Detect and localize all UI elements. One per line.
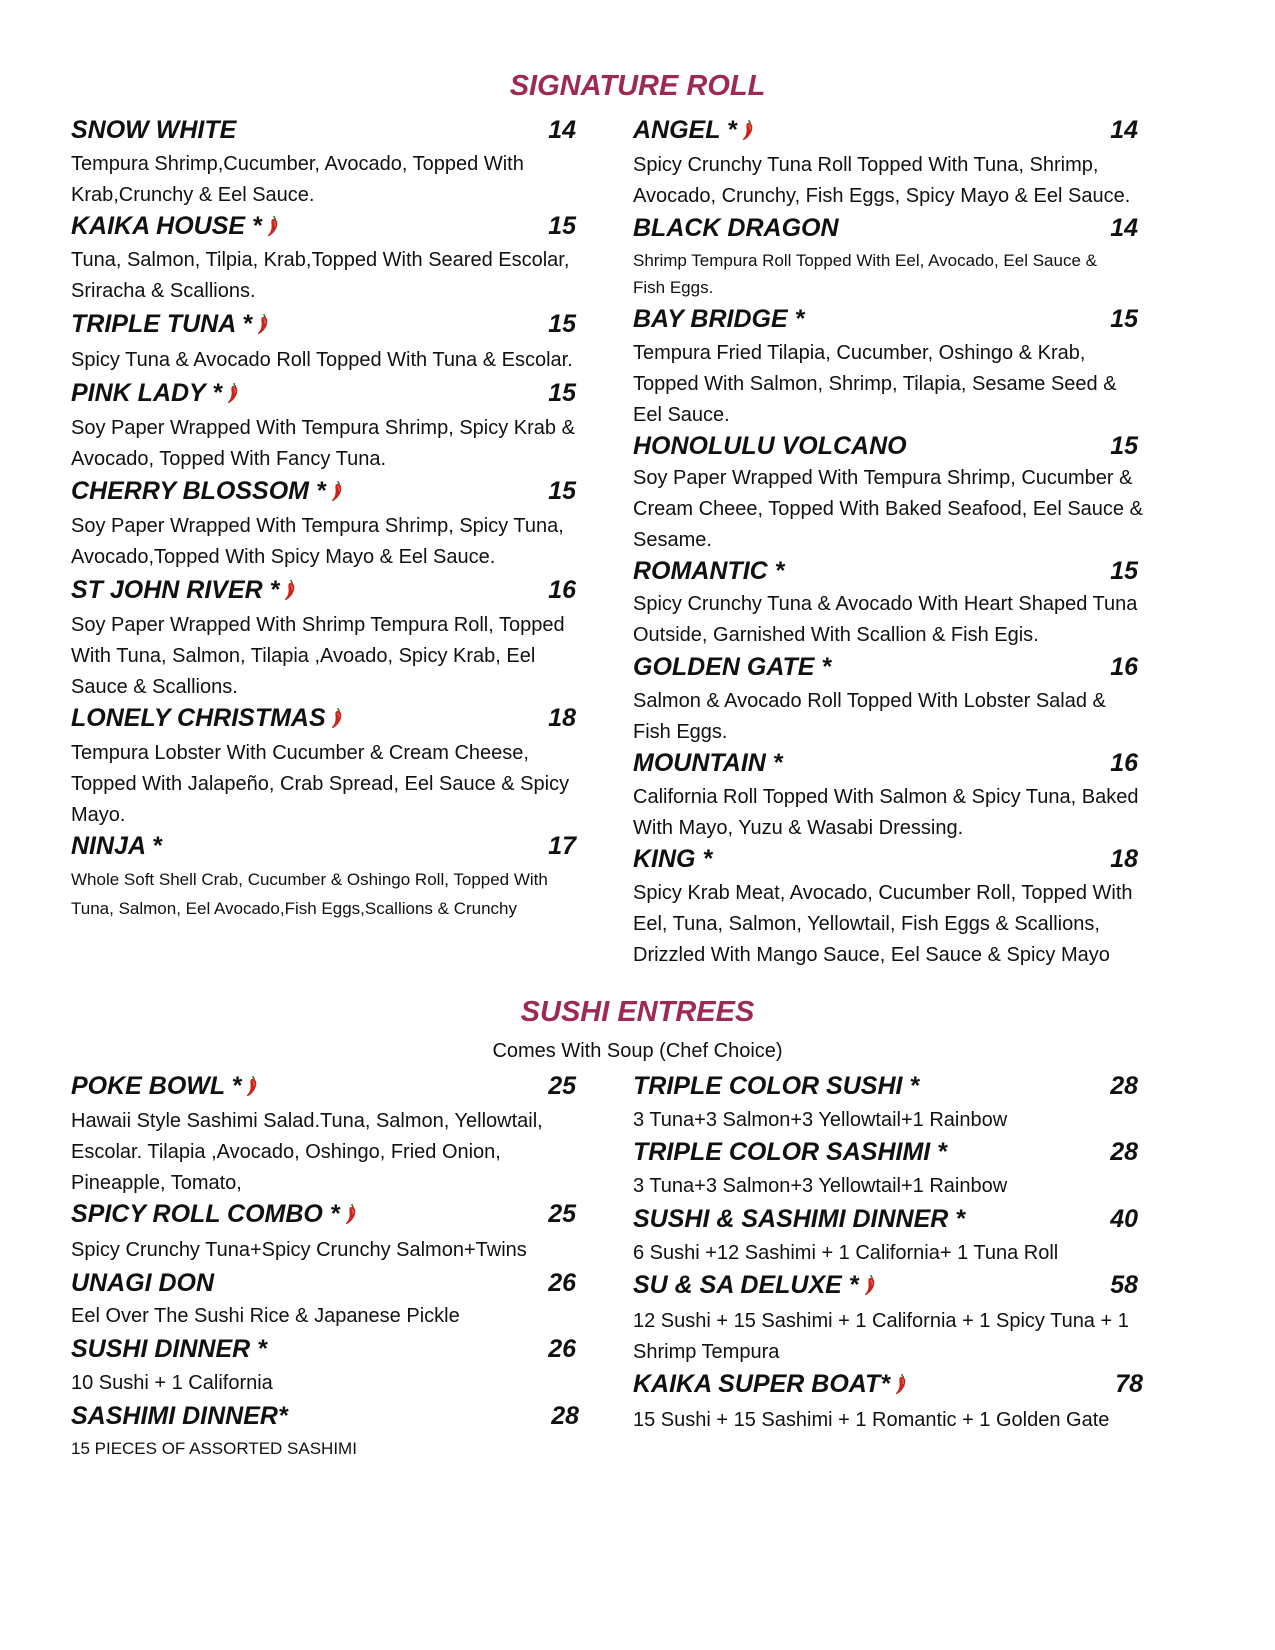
item-description: 3 Tuna+3 Salmon+3 Yellowtail+1 Rainbow <box>633 1109 1008 1131</box>
chili-pepper-icon <box>344 1203 358 1225</box>
item-price: 16 <box>548 576 576 604</box>
item-description: 15 PIECES OF ASSORTED SASHIMI <box>71 1439 357 1458</box>
item-name: KAIKA SUPER BOAT* <box>633 1369 908 1399</box>
item-description: Soy Paper Wrapped With Tempura Shrimp, Spicy Krab & Avocado, Topped With Fancy Tuna. <box>71 417 575 470</box>
item-price: 15 <box>548 477 576 505</box>
item-price: 18 <box>548 704 576 732</box>
item-name: GOLDEN GATE * <box>633 653 832 681</box>
item-name: SASHIMI DINNER* <box>71 1402 288 1430</box>
item-description: 3 Tuna+3 Salmon+3 Yellowtail+1 Rainbow <box>633 1175 1008 1197</box>
item-description: Tuna, Salmon, Tilpia, Krab,Topped With Seared Escolar, Sriracha & Scallions. <box>71 249 570 302</box>
item-name: KING * <box>633 845 713 873</box>
item-description: Hawaii Style Sashimi Salad.Tuna, Salmon, Yellowtail, Escolar. Tilapia ,Avocado, Oshingo, Fried Onion, Pineapple, Tomato, <box>71 1110 543 1194</box>
item-name: POKE BOWL * <box>71 1071 259 1101</box>
item-price: 40 <box>1110 1205 1138 1233</box>
item-price: 28 <box>1110 1138 1138 1166</box>
chili-pepper-icon <box>863 1274 877 1296</box>
item-description: Spicy Crunchy Tuna+Spicy Crunchy Salmon+Twins <box>71 1239 527 1261</box>
chili-pepper-icon <box>330 707 344 729</box>
chili-pepper-icon <box>226 382 240 404</box>
chili-pepper-icon <box>330 480 344 502</box>
item-description: Salmon & Avocado Roll Topped With Lobster Salad & Fish Eggs. <box>633 690 1106 743</box>
item-price: 14 <box>1110 214 1138 242</box>
item-name: PINK LADY * <box>71 378 240 408</box>
item-price: 15 <box>548 379 576 407</box>
item-price: 18 <box>1110 845 1138 873</box>
item-price: 26 <box>548 1335 576 1363</box>
section-title-signature-roll: SIGNATURE ROLL <box>509 70 766 102</box>
item-description: 15 Sushi + 15 Sashimi + 1 Romantic + 1 Golden Gate <box>633 1409 1110 1431</box>
section-title-sushi-entrees: SUSHI ENTREES <box>520 996 755 1028</box>
item-price: 58 <box>1110 1271 1138 1299</box>
item-description: Soy Paper Wrapped With Tempura Shrimp, Cucumber & Cream Cheee, Topped With Baked Seafood, Eel Sauce & Sesame. <box>633 467 1143 551</box>
item-price: 15 <box>1110 432 1138 460</box>
item-name: TRIPLE TUNA * <box>71 309 270 339</box>
item-name: LONELY CHRISTMAS <box>71 703 344 733</box>
item-name: NINJA * <box>71 832 162 860</box>
item-name: ST JOHN RIVER * <box>71 575 297 605</box>
item-price: 15 <box>1110 305 1138 333</box>
item-price: 16 <box>1110 653 1138 681</box>
item-name: ROMANTIC * <box>633 557 785 585</box>
item-price: 14 <box>548 116 576 144</box>
item-name: HONOLULU VOLCANO <box>633 432 907 460</box>
item-description: Spicy Crunchy Tuna Roll Topped With Tuna, Shrimp, Avocado, Crunchy, Fish Eggs, Spicy Mayo & Eel Sauce. <box>633 154 1131 207</box>
item-description: 10 Sushi + 1 California <box>71 1372 273 1394</box>
item-name: SUSHI DINNER * <box>71 1335 267 1363</box>
item-description: Soy Paper Wrapped With Shrimp Tempura Roll, Topped With Tuna, Salmon, Tilapia ,Avoado, Spicy Krab, Eel Sauce & Scallions. <box>71 614 565 698</box>
chili-pepper-icon <box>741 119 755 141</box>
item-description: Tempura Fried Tilapia, Cucumber, Oshingo & Krab, Topped With Salmon, Shrimp, Tilapia, Sesame Seed & Eel Sauce. <box>633 342 1117 426</box>
item-name: SUSHI & SASHIMI DINNER * <box>633 1205 965 1233</box>
item-description: 12 Sushi + 15 Sashimi + 1 California + 1 Spicy Tuna + 1 Shrimp Tempura <box>633 1310 1129 1363</box>
item-name: TRIPLE COLOR SASHIMI * <box>633 1138 947 1166</box>
chili-pepper-icon <box>894 1373 908 1395</box>
item-price: 26 <box>548 1269 576 1297</box>
item-name: CHERRY BLOSSOM * <box>71 476 344 506</box>
item-name: SNOW WHITE <box>71 116 237 144</box>
section-subtitle: Comes With Soup (Chef Choice) <box>492 1040 783 1062</box>
item-description: Tempura Shrimp,Cucumber, Avocado, Topped With Krab,Crunchy & Eel Sauce. <box>71 153 524 206</box>
item-description: Tempura Lobster With Cucumber & Cream Cheese, Topped With Jalapeño, Crab Spread, Eel Sauce & Spicy Mayo. <box>71 742 570 826</box>
item-price: 16 <box>1110 749 1138 777</box>
item-description: California Roll Topped With Salmon & Spicy Tuna, Baked With Mayo, Yuzu & Wasabi Dressing. <box>633 786 1139 839</box>
item-description: Whole Soft Shell Crab, Cucumber & Oshingo Roll, Topped With Tuna, Salmon, Eel Avocado,Fish Eggs,Scallions & Crunchy <box>71 870 548 918</box>
item-description: Eel Over The Sushi Rice & Japanese Pickle <box>71 1305 460 1327</box>
item-description: Spicy Krab Meat, Avocado, Cucumber Roll, Topped With Eel, Tuna, Salmon, Yellowtail, Fish Eggs & Scallions, Drizzled With Mango Sauce, Eel Sauce & Spicy Mayo <box>633 882 1133 966</box>
chili-pepper-icon <box>283 579 297 601</box>
item-description: Spicy Crunchy Tuna & Avocado With Heart Shaped Tuna Outside, Garnished With Scallion & Fish Egis. <box>633 593 1138 646</box>
item-name: SPICY ROLL COMBO * <box>71 1199 358 1229</box>
item-price: 17 <box>548 832 576 860</box>
item-name: SU & SA DELUXE * <box>633 1270 877 1300</box>
item-name: TRIPLE COLOR SUSHI * <box>633 1072 920 1100</box>
item-name: MOUNTAIN * <box>633 749 783 777</box>
item-price: 28 <box>551 1402 579 1430</box>
item-description: Soy Paper Wrapped With Tempura Shrimp, Spicy Tuna, Avocado,Topped With Spicy Mayo & Eel Sauce. <box>71 515 564 568</box>
item-description: 6 Sushi +12 Sashimi + 1 California+ 1 Tuna Roll <box>633 1242 1059 1264</box>
item-name: ANGEL * <box>633 115 755 145</box>
chili-pepper-icon <box>245 1075 259 1097</box>
item-name: UNAGI DON <box>71 1269 215 1297</box>
item-price: 14 <box>1110 116 1138 144</box>
chili-pepper-icon <box>266 215 280 237</box>
item-price: 28 <box>1110 1072 1138 1100</box>
item-description: Spicy Tuna & Avocado Roll Topped With Tuna & Escolar. <box>71 349 573 371</box>
item-price: 25 <box>548 1072 576 1100</box>
item-price: 15 <box>548 310 576 338</box>
item-name: BLACK DRAGON <box>633 214 839 242</box>
item-price: 15 <box>1110 557 1138 585</box>
item-name: BAY BRIDGE * <box>633 305 805 333</box>
item-price: 78 <box>1115 1370 1143 1398</box>
item-name: KAIKA HOUSE * <box>71 211 280 241</box>
item-price: 15 <box>548 212 576 240</box>
item-description: Shrimp Tempura Roll Topped With Eel, Avocado, Eel Sauce & Fish Eggs. <box>633 251 1097 297</box>
item-price: 25 <box>548 1200 576 1228</box>
chili-pepper-icon <box>256 313 270 335</box>
